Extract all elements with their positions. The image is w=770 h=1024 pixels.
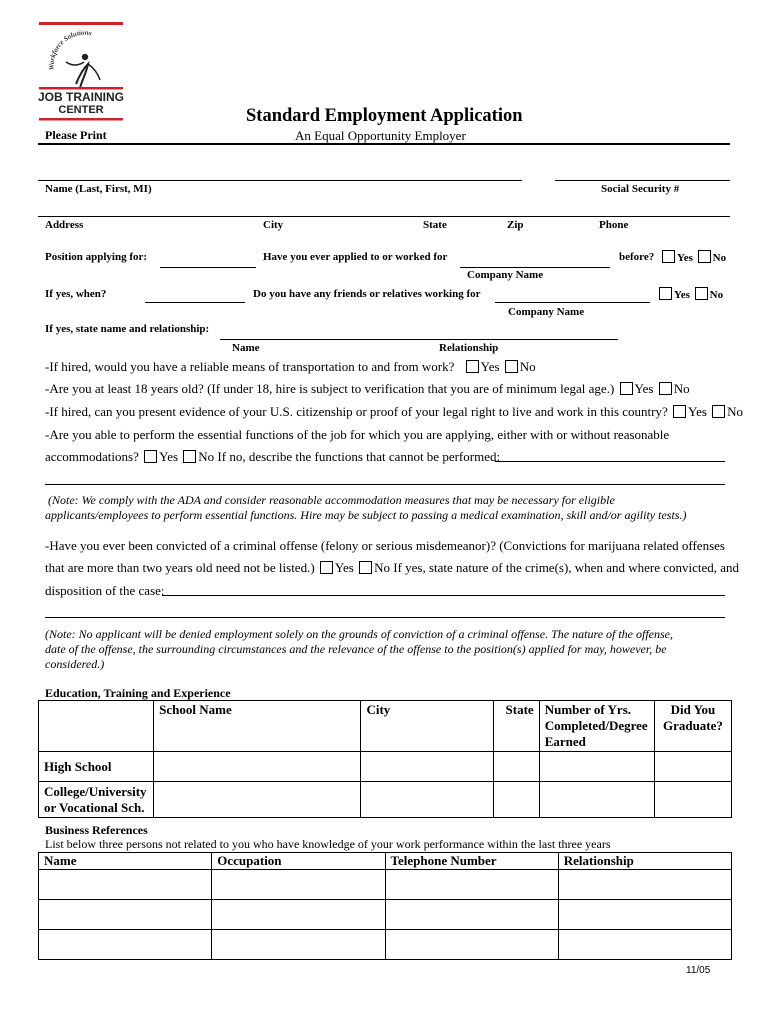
- college-graduate-cell[interactable]: [654, 782, 731, 818]
- logo-graphic: [36, 22, 126, 130]
- transport-text: -If hired, would you have a reliable means of transportation to and from work?: [45, 359, 455, 374]
- disposition-field[interactable]: [162, 595, 725, 596]
- age-question: [45, 381, 690, 397]
- ada-note-line2: applicants/employees to perform essential functions. Hire may be subject to passing a medical examination, skill and/or agility tests.): [45, 508, 687, 522]
- essential-no-checkbox[interactable]: [183, 450, 196, 463]
- if-yes-when-field[interactable]: [145, 302, 245, 303]
- convicted-yes-checkbox[interactable]: [320, 561, 333, 574]
- conviction-note-line2: date of the offense, the surrounding circumstances and the relevance of the offense to the position(s) applied for may, however, be: [45, 642, 667, 656]
- yes-label: Yes: [334, 560, 354, 575]
- hs-graduate-cell[interactable]: [654, 752, 731, 782]
- logo-line1: JOB TRAINING: [37, 90, 125, 104]
- please-print-label: Please Print: [45, 128, 107, 142]
- state-name-relationship-label: If yes, state name and relationship:: [45, 323, 210, 335]
- crime-nature-text: If yes, state nature of the crime(s), when and where convicted, and: [393, 560, 740, 575]
- conviction-note-line3: considered.): [45, 657, 105, 671]
- ref1-name-cell[interactable]: [39, 870, 212, 900]
- address-field[interactable]: [38, 216, 730, 217]
- college-city-cell[interactable]: [361, 782, 493, 818]
- friends-no-checkbox[interactable]: [695, 287, 708, 300]
- ssn-field[interactable]: [555, 180, 730, 181]
- applied-yes-checkbox[interactable]: [662, 250, 675, 263]
- years-completed-header: Number of Yrs. Completed/Degree Earned: [539, 701, 654, 752]
- ref3-telephone-cell[interactable]: [385, 930, 558, 960]
- convicted-no-checkbox[interactable]: [359, 561, 372, 574]
- phone-label: Phone: [599, 219, 629, 231]
- ref2-name-cell[interactable]: [39, 900, 212, 930]
- references-table: [38, 852, 732, 960]
- relationship-field[interactable]: [220, 339, 618, 340]
- applied-before-label: Have you ever applied to or worked for: [263, 251, 448, 263]
- state-header: State: [493, 701, 539, 752]
- disposition-field-2[interactable]: [45, 617, 725, 618]
- state-label: State: [423, 219, 447, 231]
- convicted-question-line2: [45, 560, 739, 576]
- age-no-checkbox[interactable]: [659, 382, 672, 395]
- convicted-question-line3: disposition of the case:: [45, 583, 165, 598]
- city-header: City: [361, 701, 493, 752]
- hs-school-name-cell[interactable]: [154, 752, 361, 782]
- logo-line2: CENTER: [58, 104, 104, 116]
- name-field[interactable]: [38, 180, 522, 181]
- applied-before-options: [660, 250, 726, 264]
- accommodations-text: accommodations?: [45, 449, 139, 464]
- high-school-label: High School: [39, 752, 154, 782]
- friends-label: Do you have any friends or relatives working for: [253, 288, 481, 300]
- if-yes-when-label: If yes, when?: [45, 288, 107, 300]
- friends-options: [657, 287, 723, 301]
- college-label: College/University or Vocational Sch.: [39, 782, 154, 818]
- page-title: Standard Employment Application: [246, 106, 523, 126]
- essential-yes-checkbox[interactable]: [144, 450, 157, 463]
- ref1-telephone-cell[interactable]: [385, 870, 558, 900]
- citizenship-question: [45, 404, 743, 420]
- convicted-text: that are more than two years old need not be listed.): [45, 560, 315, 575]
- education-heading: Education, Training and Experience: [45, 686, 231, 700]
- references-heading: Business References: [45, 823, 148, 837]
- header-rule: [38, 143, 730, 145]
- ref3-name-cell[interactable]: [39, 930, 212, 960]
- yes-label: Yes: [688, 404, 707, 419]
- ssn-label: Social Security #: [601, 183, 680, 195]
- page-subtitle: An Equal Opportunity Employer: [295, 128, 466, 143]
- hs-state-cell[interactable]: [493, 752, 539, 782]
- ref3-occupation-cell[interactable]: [212, 930, 385, 960]
- ref2-relationship-cell[interactable]: [558, 900, 731, 930]
- form-revision-code: 11/05: [686, 965, 711, 976]
- essential-question-line1: -Are you able to perform the essential functions of the job for which you are applying, either with or without reasonable: [45, 427, 670, 442]
- friends-yes-checkbox[interactable]: [659, 287, 672, 300]
- school-name-header: School Name: [154, 701, 361, 752]
- citizenship-text: -If hired, can you present evidence of your U.S. citizenship or proof of your legal right to live and work in this country?: [45, 404, 668, 419]
- ref-relationship-header: Relationship: [558, 853, 731, 870]
- references-instruction: List below three persons not related to you who have knowledge of your work performance within the last three years: [45, 837, 611, 851]
- describe-functions-field-2[interactable]: [45, 484, 725, 485]
- yes-label: Yes: [677, 252, 693, 264]
- graduate-header: Did You Graduate?: [654, 701, 731, 752]
- name-label: Name (Last, First, MI): [45, 183, 152, 195]
- job-training-center-logo: [36, 22, 126, 130]
- ref2-occupation-cell[interactable]: [212, 900, 385, 930]
- yes-label: Yes: [480, 359, 500, 374]
- company-name-caption-2: Company Name: [508, 306, 585, 318]
- describe-functions-text: If no, describe the functions that cannot be performed:: [217, 449, 501, 464]
- no-label: No: [709, 289, 724, 301]
- no-label: No: [727, 404, 744, 419]
- before-label: before?: [619, 251, 655, 263]
- yes-label: Yes: [674, 289, 690, 301]
- transport-no-checkbox[interactable]: [505, 360, 518, 373]
- position-label: Position applying for:: [45, 251, 148, 263]
- ref1-relationship-cell[interactable]: [558, 870, 731, 900]
- hs-city-cell[interactable]: [361, 752, 493, 782]
- company-name-caption: Company Name: [467, 269, 544, 281]
- age-yes-checkbox[interactable]: [620, 382, 633, 395]
- no-label: No: [374, 560, 390, 575]
- education-corner-cell: [39, 701, 154, 752]
- position-field[interactable]: [160, 267, 256, 268]
- transport-yes-checkbox[interactable]: [466, 360, 479, 373]
- yes-label: Yes: [634, 381, 654, 396]
- college-school-name-cell[interactable]: [154, 782, 361, 818]
- conviction-note-line1: (Note: No applicant will be denied employment solely on the grounds of conviction of a criminal offense. The nature of the offense,: [45, 627, 674, 641]
- city-label: City: [263, 219, 284, 231]
- education-table: [38, 700, 732, 818]
- ref-occupation-header: Occupation: [212, 853, 385, 870]
- ref3-relationship-cell[interactable]: [558, 930, 731, 960]
- no-label: No: [519, 359, 536, 374]
- citizenship-no-checkbox[interactable]: [712, 405, 725, 418]
- age-text: -Are you at least 18 years old? (If under 18, hire is subject to verification that you are of minimum legal age.): [45, 381, 615, 396]
- ref-name-header: Name: [39, 853, 212, 870]
- relationship-caption: Relationship: [439, 342, 499, 354]
- ref2-telephone-cell[interactable]: [385, 900, 558, 930]
- friends-company-field[interactable]: [495, 302, 650, 303]
- yes-label: Yes: [159, 449, 179, 464]
- transport-question: [45, 359, 536, 375]
- ref-telephone-header: Telephone Number: [385, 853, 558, 870]
- college-state-cell[interactable]: [493, 782, 539, 818]
- describe-functions-field[interactable]: [495, 461, 725, 462]
- name-caption: Name: [232, 342, 260, 354]
- applied-no-checkbox[interactable]: [698, 250, 711, 263]
- zip-label: Zip: [507, 219, 524, 231]
- ada-note-line1: (Note: We comply with the ADA and consider reasonable accommodation measures that may be necessary for eligible: [48, 493, 615, 507]
- no-label: No: [712, 252, 727, 264]
- citizenship-yes-checkbox[interactable]: [673, 405, 686, 418]
- essential-question-line2: [45, 449, 500, 465]
- address-label: Address: [45, 219, 84, 231]
- convicted-question-line1: -Have you ever been convicted of a criminal offense (felony or serious misdemeanor)? (Convictions for marijuana related offenses: [45, 538, 725, 553]
- logo-arc-text: Workforce Solutions: [47, 28, 93, 71]
- hs-years-cell[interactable]: [539, 752, 654, 782]
- no-label: No: [673, 381, 690, 396]
- no-label: No: [198, 449, 215, 464]
- applied-company-field[interactable]: [460, 267, 610, 268]
- college-years-cell[interactable]: [539, 782, 654, 818]
- ref1-occupation-cell[interactable]: [212, 870, 385, 900]
